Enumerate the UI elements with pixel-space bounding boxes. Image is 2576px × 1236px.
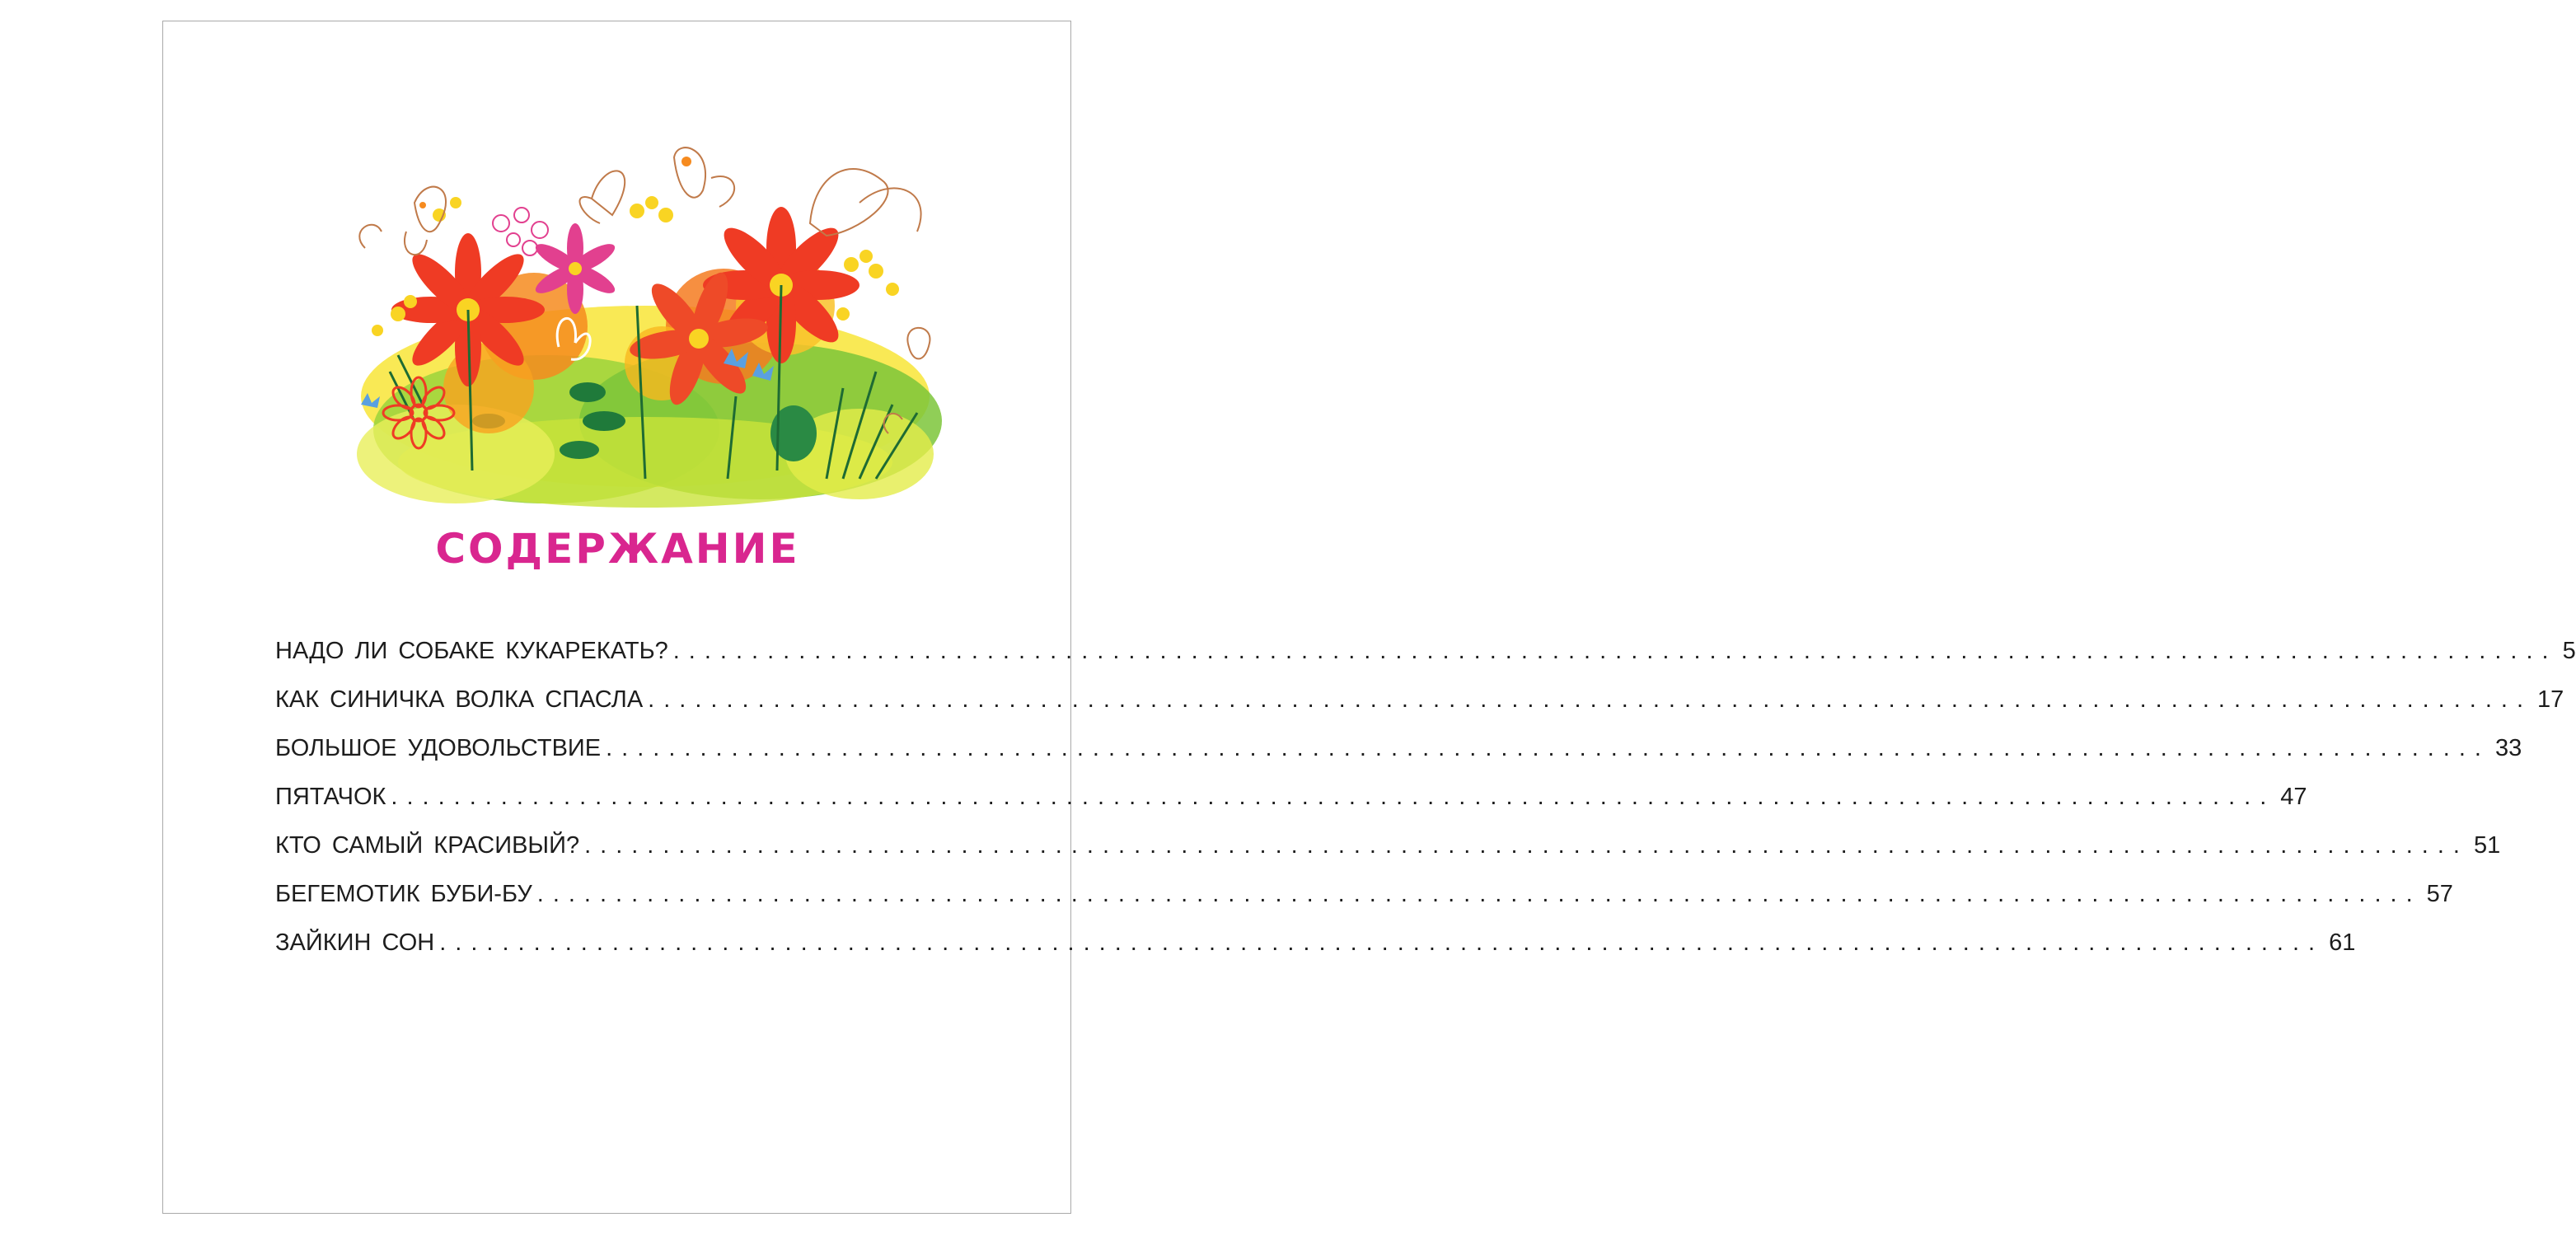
toc-dot-leader: ........................................................................................................................ — [606, 735, 2490, 761]
flower-meadow-icon — [349, 124, 942, 520]
toc-entry-page: 57 — [2426, 881, 2453, 907]
toc-entry-page: 17 — [2537, 686, 2564, 713]
toc-entry-title: НАДО ЛИ СОБАКЕ КУКАРЕКАТЬ? — [275, 638, 668, 664]
toc-dot-leader: ........................................................................................................................ — [672, 638, 2558, 664]
toc-dot-leader: ........................................................................................................................ — [391, 784, 2276, 810]
toc-dot-leader: ........................................................................................................................ — [439, 929, 2325, 956]
toc-list — [275, 638, 2576, 978]
toc-entry[interactable] — [275, 735, 2522, 784]
toc-entry[interactable] — [275, 784, 2307, 832]
toc-entry-page: 47 — [2280, 784, 2307, 810]
toc-entry-page: 33 — [2494, 735, 2522, 761]
toc-entry-title: БОЛЬШОЕ УДОВОЛЬСТВИЕ — [275, 735, 602, 761]
toc-entry[interactable] — [275, 832, 2501, 881]
toc-entry[interactable] — [275, 686, 2564, 735]
book-page — [162, 21, 2576, 1214]
toc-entry-page: 61 — [2329, 929, 2356, 956]
toc-dot-leader: ........................................................................................................................ — [648, 686, 2533, 713]
toc-entry[interactable] — [275, 638, 2576, 686]
toc-entry[interactable] — [275, 929, 2356, 978]
toc-entry-title: КТО САМЫЙ КРАСИВЫЙ? — [275, 832, 580, 859]
toc-entry-page: 5 — [2562, 638, 2576, 664]
toc-entry-title: КАК СИНИЧКА ВОЛКА СПАСЛА — [275, 686, 644, 713]
toc-entry-title: ЗАЙКИН СОН — [275, 929, 435, 956]
toc-dot-leader: ........................................................................................................................ — [584, 832, 2469, 859]
toc-dot-leader: ........................................................................................................................ — [536, 881, 2422, 907]
toc-entry-page: 51 — [2473, 832, 2501, 859]
flower-meadow-illustration — [349, 124, 942, 520]
toc-entry-title: ПЯТАЧОК — [275, 784, 386, 810]
toc-title: СОДЕРЖАНИЕ — [435, 525, 800, 573]
toc-entry-title: БЕГЕМОТИК БУБИ-БУ — [275, 881, 532, 907]
toc-entry[interactable] — [275, 881, 2453, 929]
